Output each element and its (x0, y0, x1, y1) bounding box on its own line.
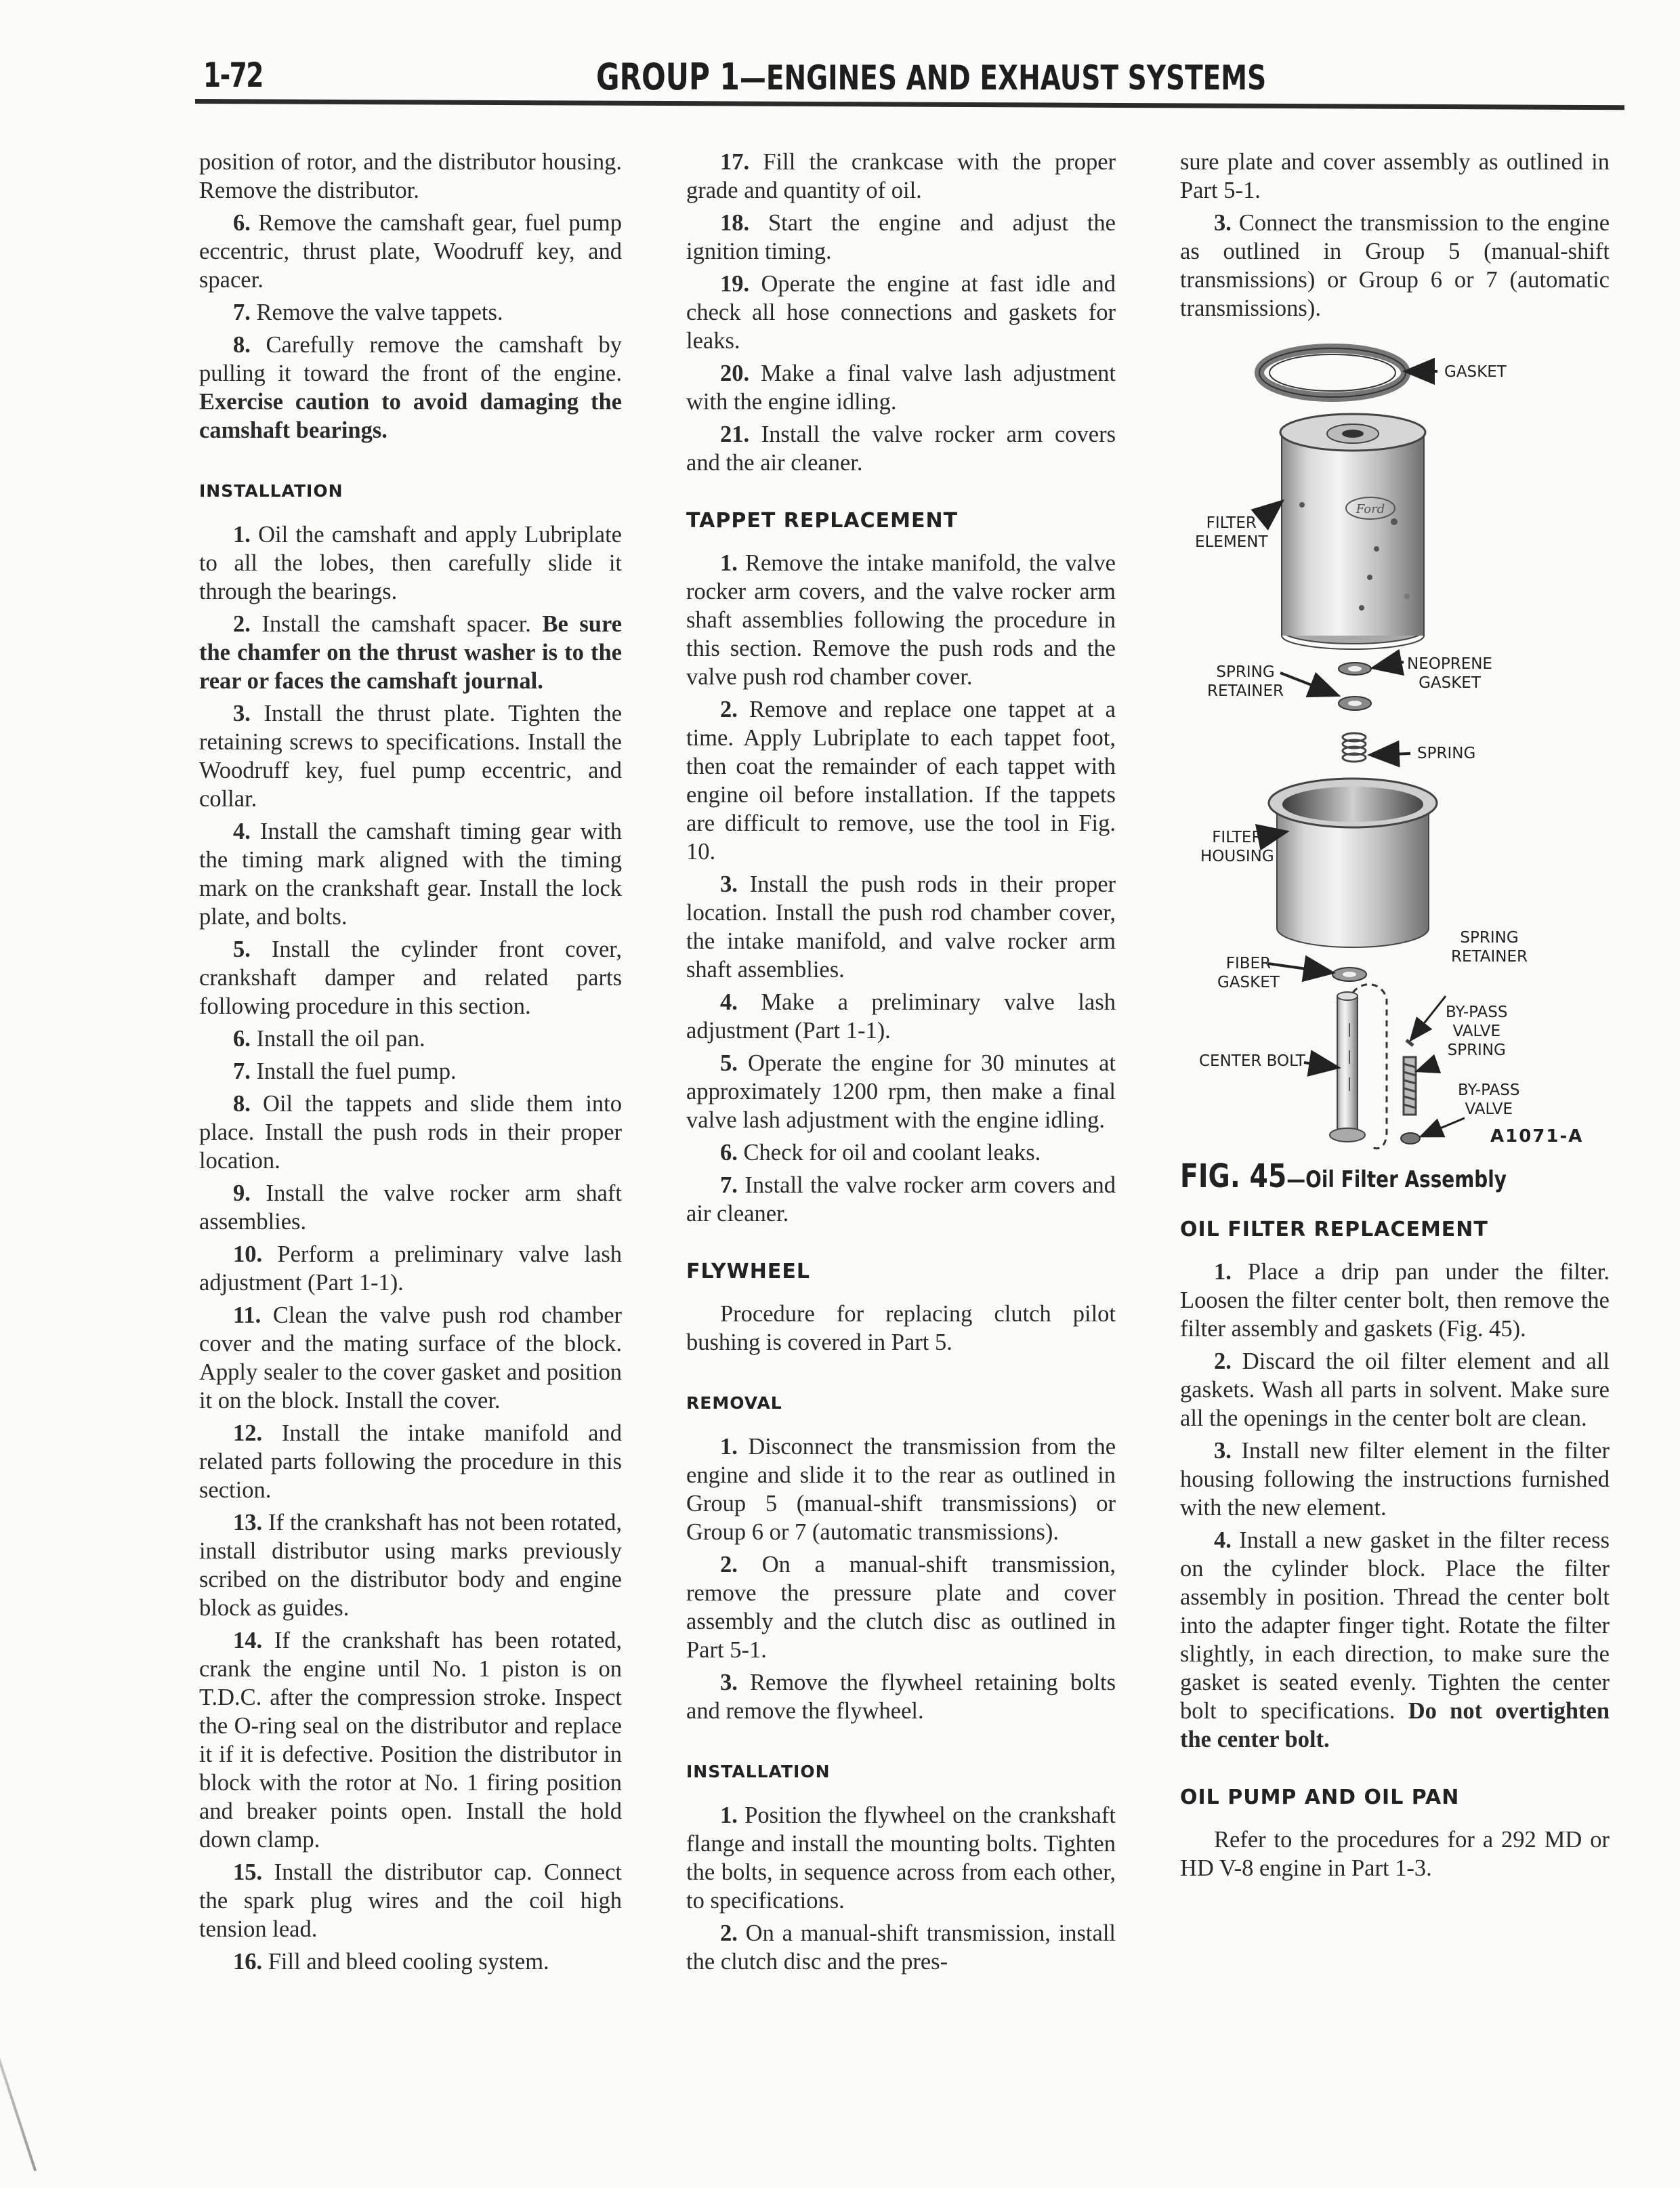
install-step-10: 10. Perform a preliminary valve lash adjustment (Part 1-1). (199, 1241, 623, 1296)
label-spring-retainer-top: SPRING RETAINER (1207, 663, 1284, 700)
flywheel-install-step-3: 3. Connect the transmission to the engine as outlined in Group 5 (manual-shift transmissions) or Group 6 or 7 (automatic transmissions). (1180, 210, 1610, 321)
tappet-step-5: 5. Operate the engine for 30 minutes at approximately 1200 rpm, then make a final valve lash adjustment with the engine idling. (686, 1050, 1116, 1133)
bypass-valve-spring-icon (1404, 1057, 1416, 1115)
label-bypass-valve: BY-PASS VALVE (1458, 1081, 1520, 1118)
section-heading-oil-filter-replacement: OIL FILTER REPLACEMENT (1180, 1218, 1488, 1241)
install-step-11: 11. Clean the valve push rod chamber cover and the mating surface of the block. Apply sealer to the cover gasket and position it on the block. Install the cover. (199, 1302, 623, 1413)
spring-retainer-icon (1339, 697, 1371, 710)
install-step-13: 13. If the crankshaft has not been rotated, install distributor using marks previously scribed on the distributor body and engine block as guides. (199, 1510, 622, 1621)
retainer-pin-icon (1406, 1040, 1413, 1046)
removal-step-8: 8. Carefully remove the camshaft by pulling it toward the front of the engine. Exercise caution to avoid damaging the camshaft bearings. (199, 332, 623, 443)
scan-margin-mark (0, 2003, 37, 2172)
column-1 (199, 148, 622, 1980)
caution-text: Do not overtighten the center bolt. (1180, 1698, 1610, 1752)
oil-filter-exploded-illustration (1180, 332, 1610, 1165)
install-step-2: 2. Install the camshaft spacer. Be sure the chamfer on the thrust washer is to the rear or faces the camshaft journal. (199, 611, 622, 694)
removal-step-6: 6. Remove the camshaft gear, fuel pump eccentric, thrust plate, Woodruff key, and spacer. (199, 210, 622, 293)
filter-element-icon (1280, 414, 1425, 649)
running-head (596, 56, 1266, 98)
column-3 (1180, 148, 1610, 1886)
tappet-step-4: 4. Make a preliminary valve lash adjustment (Part 1-1). (686, 989, 1116, 1044)
install-step-19: 19. Operate the engine at fast idle and check all hose connections and gaskets for leaks. (686, 271, 1116, 354)
paragraph-continuation: sure plate and cover assembly as outlined in Part 5-1. (1180, 149, 1610, 203)
install-step-6: 6. Install the oil pan. (233, 1026, 425, 1052)
oil-pump-text: Refer to the procedures for a 292 MD or HD V-8 engine in Part 1-3. (1180, 1827, 1610, 1881)
tappet-step-1: 1. Remove the intake manifold, the valve rocker arm covers, and the valve rocker arm shaft assemblies following the procedure in this section. Remove the push rods and the valve push rod chamber cover. (686, 550, 1116, 690)
label-neoprene-gasket: NEOPRENE GASKET (1407, 655, 1492, 692)
section-heading-installation: INSTALLATION (199, 481, 343, 501)
oil-filter-step-2: 2. Discard the oil filter element and all gaskets. Wash all parts in solvent. Make sure all the openings in the center bolt are clean. (1180, 1348, 1610, 1431)
install-step-14: 14. If the crankshaft has been rotated, crank the engine until No. 1 piston is on T.D.C. after the compression stroke. Inspect the O-ring seal on the distributor and replace it if it is defective. Position the distributor in block with the rotor at No. 1 firing position and breaker points open. Install the hold down clamp. (199, 1628, 623, 1853)
oil-filter-step-4: 4. Install a new gasket in the filter recess on the cylinder block. Place the filter assembly in position. Thread the center bolt into the adapter finger tight. Rotate the filter slightly, in each direction, to make sure the gasket is seated evenly. Tighten the center bolt to specifications. Do not overtighten the center bolt. (1180, 1527, 1610, 1752)
label-spring: SPRING (1417, 745, 1476, 762)
running-head-group: GROUP 1 (596, 56, 740, 98)
caution-text: Be sure the chamfer on the thrust washer is to the rear or faces the camshaft journal. (199, 611, 622, 694)
filter-housing-icon (1269, 779, 1437, 947)
flywheel-intro: Procedure for replacing clutch pilot bushing is covered in Part 5. (686, 1301, 1116, 1355)
install-step-1: 1. Oil the camshaft and apply Lubriplate to all the lobes, then carefully slide it through the bearings. (199, 522, 622, 604)
install-step-15: 15. Install the distributor cap. Connect the spark plug wires and the coil high tension lead. (199, 1859, 622, 1942)
section-heading-flywheel-installation: INSTALLATION (686, 1762, 831, 1781)
tappet-step-6: 6. Check for oil and coolant leaks. (720, 1140, 1041, 1165)
fiber-gasket-icon (1332, 968, 1366, 981)
page-number: 1-72 (203, 56, 263, 95)
figure-number: FIG. 45 (1180, 1157, 1287, 1195)
removal-step-7: 7. Remove the valve tappets. (233, 300, 503, 325)
oil-filter-step-3: 3. Install new filter element in the filter housing following the instructions furnished with the new element. (1180, 1438, 1610, 1521)
label-spring-retainer-bottom: SPRING RETAINER (1451, 929, 1528, 966)
oil-filter-step-1: 1. Place a drip pan under the filter. Loosen the filter center bolt, then remove the filter assembly and gaskets (Fig. 45). (1180, 1259, 1610, 1342)
svg-text:Ford: Ford (1356, 502, 1385, 516)
gasket-ring-icon (1259, 348, 1406, 397)
install-step-9: 9. Install the valve rocker arm shaft assemblies. (199, 1180, 622, 1235)
tappet-step-3: 3. Install the push rods in their proper location. Install the push rod chamber cover, the intake manifold, and valve rocker arm shaft assemblies. (686, 871, 1116, 983)
spring-icon (1343, 733, 1366, 762)
tappet-step-2: 2. Remove and replace one tappet at a time. Apply Lubriplate to each tappet foot, then coat the remainder of each tappet with engine oil before installation. If the tappets are difficult to remove, use the tool in Fig. 10. (686, 697, 1116, 865)
install-step-8: 8. Oil the tappets and slide them into place. Install the push rods in their proper location. (199, 1091, 622, 1174)
flywheel-removal-step-2: 2. On a manual-shift transmission, remove the pressure plate and cover assembly and the clutch disc as outlined in Part 5-1. (686, 1552, 1116, 1663)
flywheel-removal-step-3: 3. Remove the flywheel retaining bolts and remove the flywheel. (686, 1670, 1116, 1724)
install-step-5: 5. Install the cylinder front cover, crankshaft damper and related parts following procedure in this section. (199, 936, 622, 1019)
tappet-step-7: 7. Install the valve rocker arm covers and air cleaner. (686, 1172, 1116, 1226)
install-step-17: 17. Fill the crankcase with the proper grade and quantity of oil. (686, 149, 1116, 203)
figure-45-oil-filter-assembly (1180, 332, 1610, 1213)
install-step-7: 7. Install the fuel pump. (233, 1058, 457, 1084)
label-filter-housing: FILTER HOUSING (1200, 829, 1274, 865)
caution-text: Exercise caution to avoid damaging the camshaft bearings. (199, 389, 622, 443)
flywheel-removal-step-1: 1. Disconnect the transmission from the engine and slide it to the rear as outlined in Group 5 (manual-shift transmissions) or Group 6 or 7 (automatic transmissions). (686, 1434, 1116, 1545)
install-step-18: 18. Start the engine and adjust the ignition timing. (686, 210, 1116, 264)
section-heading-tappet-replacement: TAPPET REPLACEMENT (686, 509, 959, 533)
figure-title: Oil Filter Assembly (1305, 1166, 1507, 1193)
install-step-21: 21. Install the valve rocker arm covers and the air cleaner. (686, 421, 1116, 476)
install-step-4: 4. Install the camshaft timing gear with the timing mark aligned with the timing mark on the crankshaft gear. Install the lock plate, and bolts. (199, 819, 622, 930)
paragraph-continuation: position of rotor, and the distributor housing. Remove the distributor. (199, 149, 622, 203)
section-heading-flywheel: FLYWHEEL (686, 1260, 810, 1283)
install-step-20: 20. Make a final valve lash adjustment with the engine idling. (686, 360, 1116, 415)
label-bypass-valve-spring: BY-PASS VALVE SPRING (1446, 1004, 1508, 1059)
flywheel-install-step-2: 2. On a manual-shift transmission, install the clutch disc and the pres- (686, 1920, 1116, 1975)
install-step-16: 16. Fill and bleed cooling system. (233, 1949, 549, 1975)
running-head-dash: — (739, 58, 766, 98)
bypass-valve-icon (1401, 1133, 1420, 1144)
section-heading-oil-pump-and-oil-pan: OIL PUMP AND OIL PAN (1180, 1786, 1460, 1809)
figure-code: A1071-A (1490, 1126, 1584, 1147)
install-step-12: 12. Install the intake manifold and related parts following the procedure in this section. (199, 1420, 622, 1503)
section-heading-removal: REMOVAL (686, 1393, 782, 1413)
header-rule (195, 99, 1624, 110)
label-filter-element: FILTER ELEMENT (1195, 514, 1268, 551)
label-center-bolt: CENTER BOLT (1199, 1052, 1305, 1070)
figure-caption: FIG. 45—Oil Filter Assembly (1180, 1157, 1507, 1195)
flywheel-install-step-1: 1. Position the flywheel on the crankshaft flange and install the mounting bolts. Tighten the bolts, in sequence across from each other, to specifications. (686, 1802, 1116, 1914)
neoprene-gasket-icon (1339, 663, 1371, 675)
running-head-title: ENGINES AND EXHAUST SYSTEMS (765, 58, 1267, 98)
column-2 (686, 148, 1116, 1980)
label-fiber-gasket: FIBER GASKET (1217, 955, 1280, 991)
install-step-3: 3. Install the thrust plate. Tighten the retaining screws to specifications. Install the Woodruff key, fuel pump eccentric, and collar. (199, 701, 623, 812)
label-gasket: GASKET (1444, 363, 1507, 381)
